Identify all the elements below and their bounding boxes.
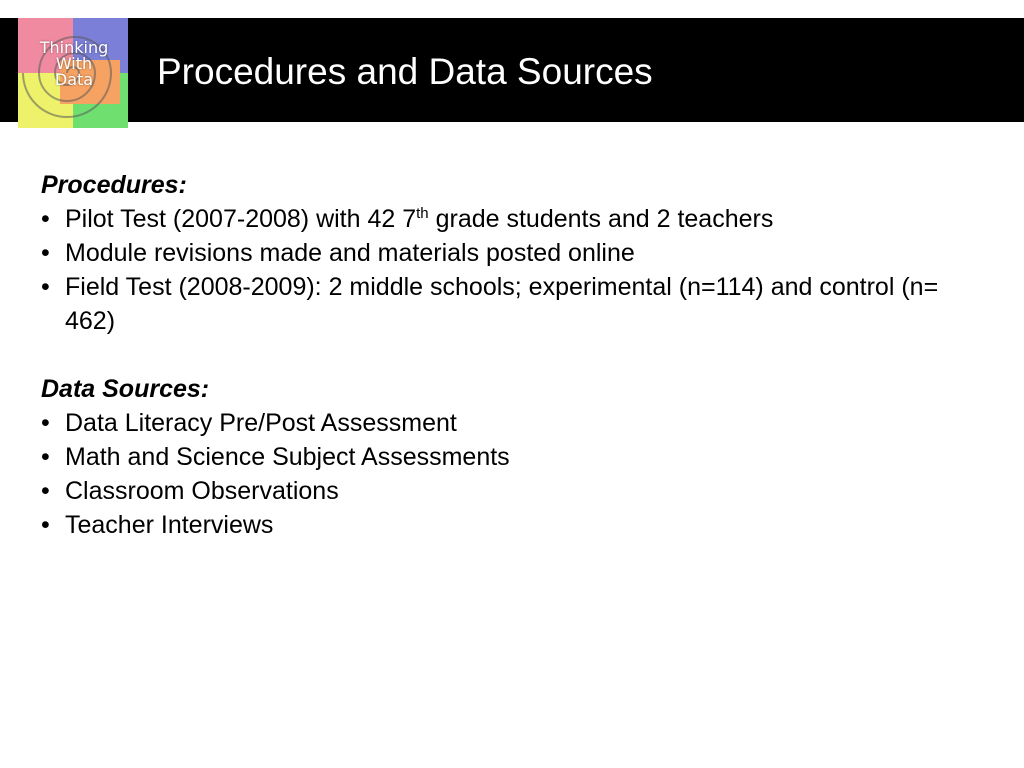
list-item: • Teacher Interviews <box>41 508 981 542</box>
list-item: • Math and Science Subject Assessments <box>41 440 981 474</box>
bullet-icon: • <box>41 443 50 471</box>
thinking-with-data-logo <box>18 18 128 128</box>
slide-title: Procedures and Data Sources <box>157 51 653 92</box>
list-item: • Module revisions made and materials posted online <box>41 236 981 270</box>
list-item: • Pilot Test (2007-2008) with 42 7th grade students and 2 teachers <box>41 202 981 236</box>
bullet-icon: • <box>41 477 50 505</box>
list-item: • Field Test (2008-2009): 2 middle schools; experimental (n=114) and control (n= 462) <box>41 270 981 338</box>
bullet-icon: • <box>41 273 50 301</box>
bullet-icon: • <box>41 239 50 267</box>
list-item: • Classroom Observations <box>41 474 981 508</box>
data-sources-heading: Data Sources: <box>41 375 210 403</box>
bullet-icon: • <box>41 511 50 539</box>
bullet-icon: • <box>41 409 50 437</box>
procedures-heading: Procedures: <box>41 171 187 199</box>
bullet-icon: • <box>41 205 50 233</box>
logo-text: Thinking With Data <box>39 38 109 89</box>
slide-content <box>41 168 981 542</box>
list-item: • Data Literacy Pre/Post Assessment <box>41 406 981 440</box>
